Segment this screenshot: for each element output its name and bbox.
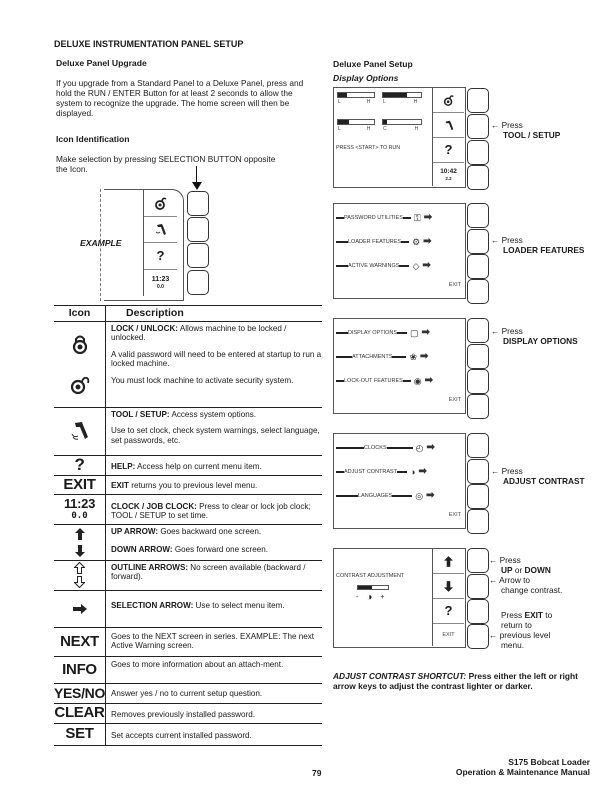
selection-button-3[interactable] bbox=[467, 140, 489, 165]
selection-button-help[interactable] bbox=[467, 599, 489, 624]
contrast-icon: ◑ bbox=[410, 466, 416, 477]
job-clock: 0.0 bbox=[157, 283, 164, 290]
table-row bbox=[54, 684, 322, 704]
attachment-icon: ❀ bbox=[409, 351, 417, 362]
help-icon: ? bbox=[54, 456, 106, 475]
selection-arrow-icon: ➡ bbox=[419, 351, 429, 362]
table-header bbox=[54, 305, 322, 322]
plus-label: + bbox=[380, 593, 385, 601]
gauges-area: L H L H L H C H PRESS <START> TO RUN bbox=[334, 88, 432, 186]
loader-features-screen bbox=[333, 318, 466, 414]
table-row bbox=[54, 525, 322, 561]
selection-button-1[interactable] bbox=[467, 433, 489, 458]
example-panel-bottom bbox=[104, 300, 184, 301]
help-icon: ? bbox=[433, 138, 464, 163]
lock-icon: ◉ bbox=[413, 375, 422, 386]
gauge-bar bbox=[337, 119, 375, 125]
unlock-icon bbox=[70, 376, 90, 394]
page-number: 79 bbox=[312, 768, 322, 778]
selection-arrow-icon bbox=[54, 591, 106, 627]
down-arrow-icon bbox=[433, 574, 464, 599]
minus-label: - bbox=[356, 593, 359, 601]
selection-button-3[interactable] bbox=[187, 243, 209, 268]
column-header-description: Description bbox=[126, 307, 184, 319]
table-row bbox=[54, 591, 322, 628]
selection-button-1[interactable] bbox=[467, 318, 489, 343]
icon-identification-heading: Icon Identification bbox=[56, 134, 130, 144]
selection-button-4[interactable] bbox=[467, 279, 489, 304]
row-title: DOWN ARROW: bbox=[111, 545, 173, 555]
unlock-icon bbox=[433, 88, 464, 113]
contrast-adjustment-screen bbox=[333, 548, 466, 648]
table-row bbox=[54, 476, 322, 495]
menu-item-loader-features[interactable]: LOADER FEATURES ⚙ ➡ bbox=[334, 230, 465, 254]
table-row bbox=[54, 456, 322, 476]
row-text: Goes forward one screen. bbox=[174, 545, 268, 555]
yes-no-icon: YES/NO bbox=[53, 684, 106, 701]
left-arrow-icon: ← bbox=[491, 120, 500, 130]
row-text: No screen available (backward / forward). bbox=[111, 562, 306, 582]
tool-icon bbox=[433, 113, 464, 138]
selection-button-4[interactable] bbox=[467, 394, 489, 419]
main-menu-screen bbox=[333, 203, 466, 299]
row-title: SELECTION ARROW: bbox=[111, 600, 194, 610]
row-text: returns you to previous level menu. bbox=[131, 480, 258, 490]
screen-icon-column bbox=[432, 88, 464, 186]
menu-item-adjust-contrast[interactable]: ADJUST CONTRAST ◑ ➡ bbox=[334, 460, 465, 484]
table-row bbox=[54, 704, 322, 724]
home-screen bbox=[333, 87, 466, 188]
example-icon-column bbox=[143, 190, 177, 296]
contrast-title: CONTRAST ADJUSTMENT bbox=[336, 573, 405, 579]
row-title: CLOCK / JOB CLOCK: bbox=[111, 501, 197, 511]
key-icon: ⚿ bbox=[413, 212, 421, 223]
table-row bbox=[54, 724, 322, 746]
selection-arrow-icon: ➡ bbox=[424, 375, 434, 386]
globe-icon: ◎ bbox=[415, 490, 424, 501]
menu-item-lock-out-features[interactable]: LOCK-OUT FEATURES ◉ ➡ bbox=[334, 369, 465, 393]
unlock-icon bbox=[144, 190, 177, 217]
example-label: EXAMPLE bbox=[80, 238, 122, 248]
row-title: EXIT bbox=[111, 480, 129, 490]
tool-icon bbox=[144, 217, 177, 244]
selection-arrow-icon: ➡ bbox=[421, 327, 430, 338]
row-text: Press to clear or lock job clock; TOOL / SETUP to set time. bbox=[111, 501, 311, 521]
clock-time: 11:23 bbox=[151, 275, 170, 283]
selection-button-2[interactable] bbox=[467, 114, 489, 139]
menu-item-attachments[interactable]: ATTACHMENTS ❀ ➡ bbox=[334, 345, 465, 369]
table-row bbox=[54, 628, 322, 657]
gauge-bar bbox=[382, 92, 422, 98]
contrast-shortcut-note: ADJUST CONTRAST SHORTCUT: Press either the left or right arrow keys to adjust the contrast lighter or darker. bbox=[333, 671, 578, 692]
row-text: Access system options. bbox=[171, 409, 257, 419]
selection-button-1[interactable] bbox=[467, 88, 489, 113]
row-text: Use to select menu item. bbox=[195, 600, 285, 610]
selection-arrow-icon: ➡ bbox=[418, 466, 427, 477]
selection-arrow-icon: ➡ bbox=[422, 260, 431, 271]
table-row bbox=[54, 495, 322, 525]
screen-icon-column bbox=[432, 549, 464, 646]
selection-button-3[interactable] bbox=[467, 369, 489, 394]
press-tool-setup-note: ← Press TOOL / SETUP bbox=[491, 120, 561, 140]
gauge-bar bbox=[337, 92, 375, 98]
selection-button-2[interactable] bbox=[467, 229, 489, 254]
selection-button-1[interactable] bbox=[467, 203, 489, 228]
menu-item-active-warnings[interactable]: ACTIVE WARNINGS ◇ ➡ bbox=[334, 254, 465, 278]
row-text: Removes previously installed password. bbox=[111, 709, 255, 719]
info-icon: INFO bbox=[54, 657, 106, 683]
menu-item-languages[interactable]: LANGUAGES ◎ ➡ bbox=[334, 484, 465, 508]
next-icon: NEXT bbox=[54, 628, 106, 656]
row-extra: A valid password will need to be entered at startup to run a locked machine. bbox=[111, 349, 322, 369]
selection-button-4[interactable] bbox=[467, 165, 489, 190]
selection-button-4[interactable] bbox=[187, 270, 209, 295]
selection-button-2[interactable] bbox=[467, 344, 489, 369]
row-title: UP ARROW: bbox=[111, 526, 159, 536]
clock-icon: 11:23 0.0 bbox=[54, 495, 106, 524]
tool-setup-icon bbox=[54, 408, 106, 455]
setup-heading: Deluxe Panel Setup bbox=[333, 59, 413, 69]
row-extra: Use to set clock, check system warnings, select language, set passwords, etc. bbox=[111, 426, 320, 445]
exit-label: EXIT bbox=[442, 631, 455, 638]
display-icon: ▢ bbox=[410, 327, 419, 338]
column-header-icon: Icon bbox=[54, 306, 106, 321]
exit-label: EXIT bbox=[448, 282, 461, 288]
selection-button-3[interactable] bbox=[467, 254, 489, 279]
left-arrow-icon: ← bbox=[491, 326, 500, 336]
row-text: Goes to more information about an attach-ment. bbox=[111, 659, 284, 669]
clock-icon: ◴ bbox=[415, 442, 424, 453]
selection-arrow-icon: ➡ bbox=[426, 490, 435, 501]
row-text: Answer yes / no to current setup question. bbox=[111, 688, 263, 698]
left-arrow-icon: ← bbox=[489, 555, 498, 565]
row-text: Allows machine to be locked / unlocked. bbox=[111, 323, 287, 343]
selection-button-down[interactable] bbox=[467, 574, 489, 599]
display-options-screen bbox=[333, 433, 466, 529]
up-down-arrows-icon bbox=[54, 525, 106, 560]
lock-icon bbox=[72, 334, 88, 354]
upgrade-text: If you upgrade from a Standard Panel to a Deluxe Panel, press and hold the RUN / ENTER Button for at least 2 seconds to allow the system to recognize the upgrade. The home screen will then be displayed. bbox=[56, 78, 304, 118]
press-up-down-note: ← Press UP or DOWN ← Arrow to change contrast. bbox=[489, 555, 563, 595]
row-title: OUTLINE ARROWS: bbox=[111, 562, 189, 572]
selection-arrow-icon: ➡ bbox=[423, 236, 432, 247]
selection-button-1[interactable] bbox=[187, 191, 209, 216]
table-row bbox=[54, 561, 322, 591]
row-text: Goes backward one screen. bbox=[160, 526, 262, 536]
press-loader-features-note: ← Press LOADER FEATURES bbox=[491, 235, 585, 255]
row-title: HELP: bbox=[111, 461, 136, 471]
selection-button-3[interactable] bbox=[467, 484, 489, 509]
left-arrow-icon: ← bbox=[491, 235, 500, 245]
selection-button-exit[interactable] bbox=[467, 624, 489, 649]
display-options-subheading: Display Options bbox=[333, 73, 399, 83]
selection-arrow-icon: ➡ bbox=[426, 442, 435, 453]
row-text: Access help on current menu item. bbox=[137, 461, 262, 471]
row-text: Goes to the NEXT screen in series. EXAMPLE: The next Active Warning screen. bbox=[111, 631, 315, 651]
row-title: TOOL / SETUP: bbox=[111, 409, 170, 419]
selection-button-up[interactable] bbox=[467, 548, 489, 573]
icon-table bbox=[54, 305, 322, 746]
exit-label: EXIT bbox=[448, 397, 461, 403]
left-arrow-icon: ← bbox=[489, 629, 498, 640]
press-display-options-note: ← Press DISPLAY OPTIONS bbox=[491, 326, 578, 346]
example-panel-torn-edge bbox=[100, 189, 106, 301]
loader-icon: ⚙ bbox=[412, 236, 421, 247]
menu-item-password-utilities[interactable]: PASSWORD UTILITIES ⚿ ➡ bbox=[334, 206, 465, 230]
gauge-bar bbox=[382, 119, 422, 125]
icon-identification-text: Make selection by pressing SELECTION BUTTON opposite the Icon. bbox=[56, 154, 276, 174]
row-text: Set accepts current installed password. bbox=[111, 730, 252, 740]
table-row bbox=[54, 322, 322, 408]
exit-label: EXIT bbox=[448, 512, 461, 518]
selection-button-2[interactable] bbox=[467, 459, 489, 484]
exit-icon: EXIT bbox=[54, 476, 106, 494]
press-exit-note: Press EXIT to return to ← previous level menu. bbox=[489, 610, 553, 650]
selection-button-2[interactable] bbox=[187, 217, 209, 242]
clock-icon: 10:42 2.2 bbox=[440, 167, 457, 181]
clock-icon bbox=[144, 270, 177, 297]
row-title: LOCK / UNLOCK: bbox=[111, 323, 178, 333]
selection-arrow-icon: ➡ bbox=[423, 212, 433, 223]
manual-title: S175 Bobcat Loader Operation & Maintenance Manual bbox=[455, 757, 590, 777]
set-icon: SET bbox=[54, 724, 106, 745]
pointer-arrow-icon bbox=[192, 182, 202, 190]
page-title: DELUXE INSTRUMENTATION PANEL SETUP bbox=[54, 39, 244, 49]
help-icon: ? bbox=[433, 599, 464, 624]
menu-item-clocks[interactable]: CLOCKS ◴ ➡ bbox=[334, 436, 465, 460]
upgrade-heading: Deluxe Panel Upgrade bbox=[56, 58, 147, 68]
left-arrow-icon: ← bbox=[491, 466, 500, 476]
table-row bbox=[54, 408, 322, 456]
contrast-icon: ◑ bbox=[366, 592, 373, 603]
menu-item-display-options[interactable]: DISPLAY OPTIONS ▢ ➡ bbox=[334, 321, 465, 345]
row-extra: You must lock machine to activate security system. bbox=[111, 375, 294, 385]
up-arrow-icon bbox=[433, 549, 464, 574]
contrast-bar bbox=[357, 585, 389, 590]
press-adjust-contrast-note: ← Press ADJUST CONTRAST bbox=[491, 466, 585, 486]
clear-icon: CLEAR bbox=[54, 704, 105, 722]
table-row bbox=[54, 657, 322, 684]
left-arrow-icon: ← bbox=[489, 574, 498, 585]
warning-icon: ◇ bbox=[412, 260, 420, 271]
outline-arrows-icon bbox=[54, 561, 106, 590]
help-icon: ? bbox=[144, 243, 177, 270]
selection-button-4[interactable] bbox=[467, 509, 489, 534]
start-prompt: PRESS <START> TO RUN bbox=[336, 145, 401, 151]
